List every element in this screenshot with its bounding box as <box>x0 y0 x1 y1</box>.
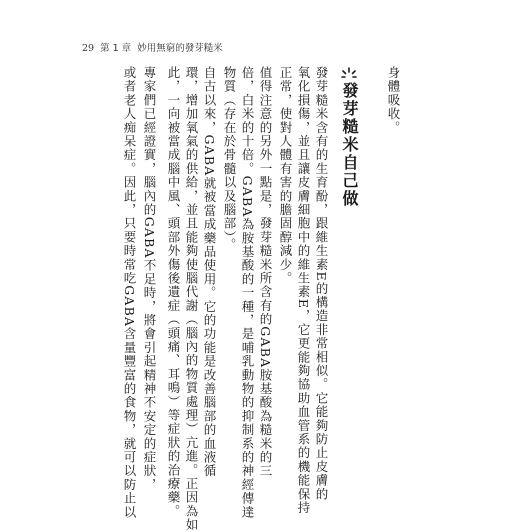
text-column-11: 專家們已經證實，腦內的GABA不足時，將會引起精神不安定的症狀， <box>142 66 157 492</box>
text-column-8: 自古以來，GABA就被當成藥品使用。它的功能是改善腦部的血液循 <box>202 66 217 478</box>
text-column-1: 身體吸收。 <box>386 66 401 135</box>
page-number: 29 <box>82 43 95 54</box>
chapter-title: 妙用無窮的發芽糙米 <box>137 43 223 54</box>
text-column-12: 或者老人痴呆症。因此，只要時常吃GABA含量豐富的食物，就可以防止以 <box>122 66 137 520</box>
chapter-label: 第 1 章 <box>100 43 132 54</box>
section-heading: 發芽糙米自己做 <box>340 82 359 208</box>
text-column-5: 值得注意的另外一點是，發芽糙米所含有的GABA胺基酸為糙米的三 <box>258 66 273 478</box>
text-body <box>118 66 401 532</box>
running-header <box>82 40 223 54</box>
text-column-3: 氧化損傷，並且讓皮膚細胞中的維生素E，它更能夠協助血管系的機能保持 <box>296 66 311 515</box>
text-column-6: 倍，白米的十倍。GABA為胺基酸的一種，是哺乳動物的抑制系的神經傳達 <box>240 66 255 520</box>
text-column-7: 物質（存在於骨髓以及腦部）。 <box>222 66 237 252</box>
text-column-10: 此，一向被當成腦中風、頭部外傷後遺症（頭痛、耳鳴）等症狀的治療藥。 <box>166 66 181 519</box>
text-column-2: 發芽糙米含有的生育酚，跟維生素E的構造非常相似。它能夠防止皮膚的 <box>314 66 329 502</box>
text-column-4: 正常，使對人體有害的膽固醇減少。 <box>278 66 293 286</box>
text-column-9: 環，增加氧氣的供給，並且能夠使腦代謝（腦內的物質處理）亢進。正因為如 <box>184 66 199 532</box>
